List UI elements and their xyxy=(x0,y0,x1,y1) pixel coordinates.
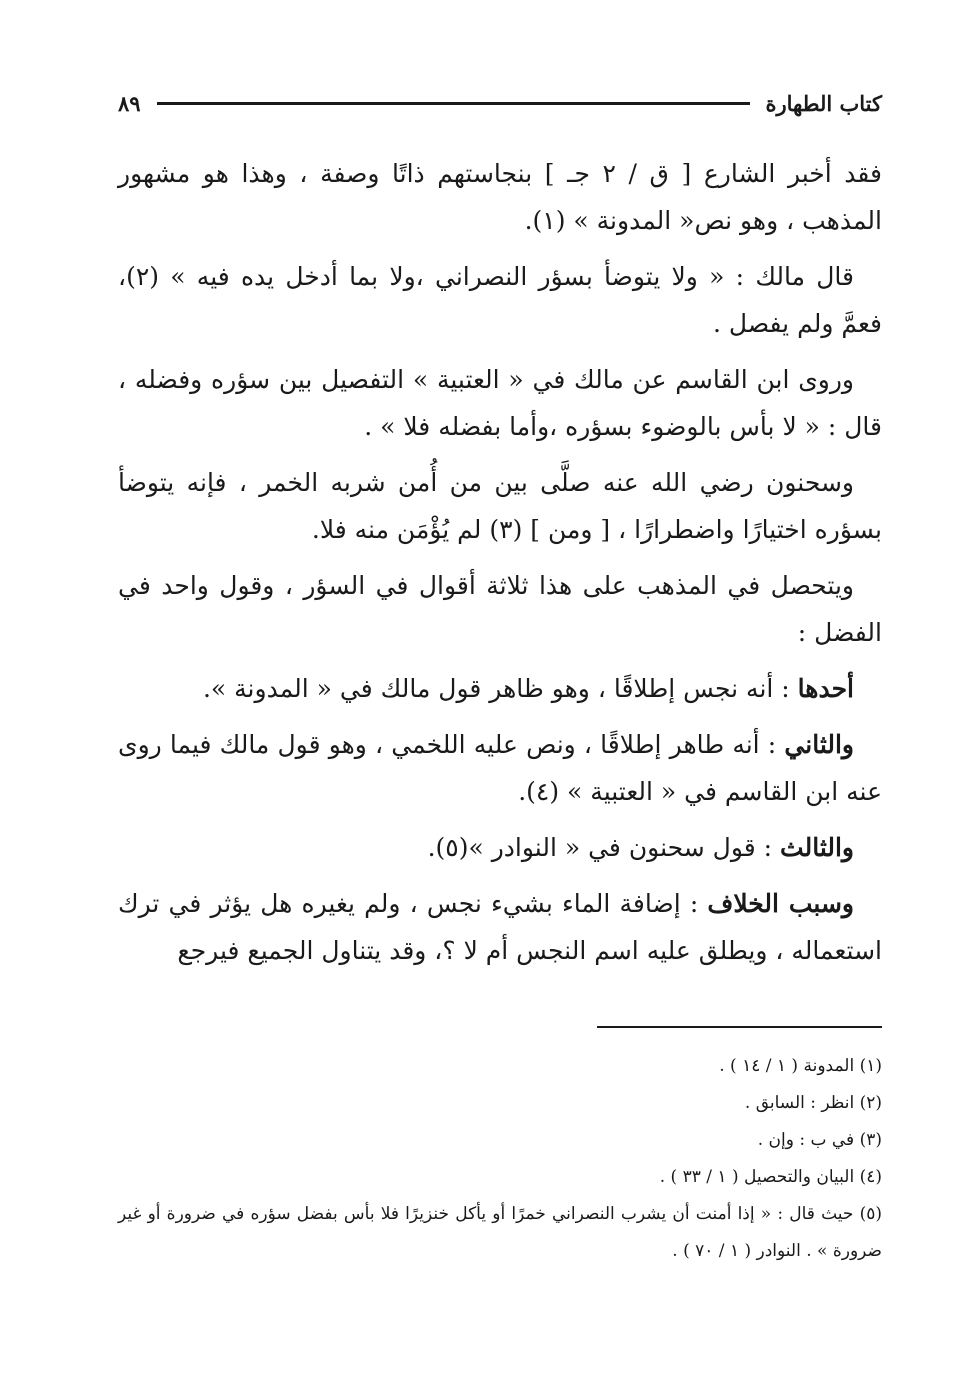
opinion-paragraph xyxy=(118,665,882,712)
paragraph: وسحنون رضي الله عنه صلَّى بين من أُمن شربه الخمر ، فإنه يتوضأ بسؤره اختيارًا واضطرارًا ، [ ومن ] (٣) لم يُؤْمَن منه فلا. xyxy=(118,468,882,544)
footnotes xyxy=(118,1048,882,1270)
footnote: (٥) حيث قال : « إذا أمنت أن يشرب النصراني خمرًا أو يأكل خنزيرًا فلا بأس بفضل سؤره في ضرورة أو غير ضرورة » . النوادر ( ١ / ٧٠ ) . xyxy=(118,1204,883,1261)
book-page xyxy=(118,82,882,1312)
footnote-separator xyxy=(597,1026,882,1028)
opinion-paragraph xyxy=(118,880,882,974)
page-number: ٨٩ xyxy=(118,90,141,116)
opinion-term: والثاني xyxy=(784,730,854,759)
opinion-term: وسبب الخلاف xyxy=(707,889,854,918)
opinion-term: أحدها xyxy=(797,674,854,703)
footnote: (٢) انظر : السابق . xyxy=(744,1093,882,1113)
opinion-text: : أنه طاهر إطلاقًا ، ونص عليه اللخمي ، وهو قول مالك فيما روى عنه ابن القاسم في « العتبية » (٤). xyxy=(118,730,882,806)
opinion-term: والثالث xyxy=(780,833,854,862)
running-header xyxy=(118,88,882,118)
paragraph: قال مالك : « ولا يتوضأ بسؤر النصراني ،ولا بما أدخل يده فيه » (٢)، فعمَّ ولم يفصل . xyxy=(118,262,882,338)
opinion-text: : إضافة الماء بشيء نجس ، ولم يغيره هل يؤثر في ترك استعماله ، ويطلق عليه اسم النجس أم لا ؟، وقد يتناول الجميع فيرجع xyxy=(118,889,882,965)
main-text xyxy=(118,150,882,983)
footnote: (٤) البيان والتحصيل ( ١ / ٣٣ ) . xyxy=(659,1167,882,1187)
book-title: كتاب الطهارة xyxy=(765,90,882,116)
paragraph: فقد أخبر الشارع [ ق / ٢ جـ ] بنجاستهم ذاتًا وصفة ، وهذا هو مشهور المذهب ، وهو نص« المدونة » (١). xyxy=(118,159,883,235)
opinion-paragraph xyxy=(118,824,882,871)
paragraph: ويتحصل في المذهب على هذا ثلاثة أقوال في السؤر ، وقول واحد في الفضل : xyxy=(118,571,882,647)
opinion-text: : قول سحنون في « النوادر »(٥). xyxy=(427,833,781,862)
opinion-text: : أنه نجس إطلاقًا ، وهو ظاهر قول مالك في « المدونة ». xyxy=(202,674,798,703)
footnote: (٣) في ب : وإن . xyxy=(757,1130,882,1150)
opinion-paragraph xyxy=(118,721,882,815)
footnote: (١) المدونة ( ١ / ١٤ ) . xyxy=(719,1056,882,1076)
paragraph: وروى ابن القاسم عن مالك في « العتبية » التفصيل بين سؤره وفضله ، قال : « لا بأس بالوضوء بسؤره ،وأما بفضله فلا » . xyxy=(118,365,882,441)
header-rule xyxy=(157,102,750,105)
